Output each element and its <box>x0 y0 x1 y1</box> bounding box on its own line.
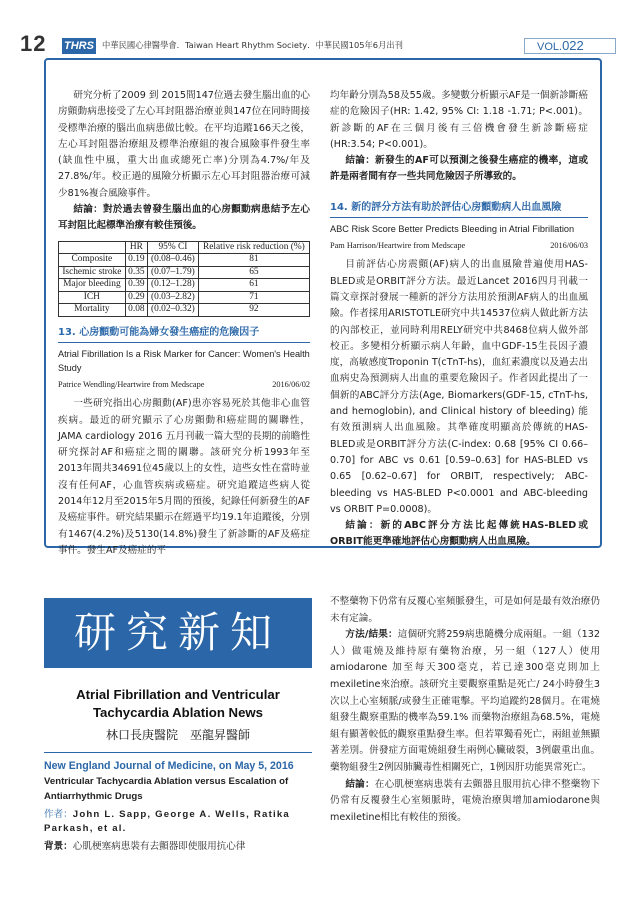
table-header-row <box>59 241 310 254</box>
table-row <box>59 291 310 304</box>
methods-text: 這個研究將259病患隨機分成兩組。一組（132人）做電燒及維持原有藥物治療，另一組（127人）使用amiodarone 加至每天300毫克，若已達300毫克則加上mexiletine來治療。該研究主要觀察重點是死亡/ 24小時發生3次以上心室頻脈/或發生正確電擊。平均追蹤約28個月。在電燒組發生觀察重點的機率為59.1% 而藥物治療組為68.5%，電燒組有顯著較低的觀察重點發生率。但若單獨看死亡，兩組並無顯著差別。併發症方面電燒組發生兩例心臟破裂，3例嚴重出血。藥物組發生2例因肺臟毒性相關死亡，1例因肝功能異常死亡。 <box>330 629 600 773</box>
authors-names: John L. Sapp, George A. Wells, Ratika Parkash, et al. <box>44 808 290 835</box>
section-14-conclusion: 結論：新的ABC評分方法比起傳統HAS-BLED或ORBIT能更準確地評估心房顫動病人出血風險。 <box>330 520 588 548</box>
table-cell: 0.35 <box>125 266 147 279</box>
paper-block <box>44 759 316 855</box>
table-cell: ICH <box>59 291 126 304</box>
table-header: 95% CI <box>148 241 199 254</box>
authors-label: 作者： <box>44 808 73 820</box>
table-row <box>59 279 310 292</box>
paper-authors <box>44 808 316 837</box>
bottom-right-column <box>330 594 600 826</box>
table-header: HR <box>125 241 147 254</box>
table-row <box>59 304 310 317</box>
table-cell: 0.29 <box>125 291 147 304</box>
table-cell: (0.08–0.46) <box>148 254 199 267</box>
table-cell: Mortality <box>59 304 126 317</box>
table-header: Relative risk reduction (%) <box>198 241 309 254</box>
table-cell: Major bleeding <box>59 279 126 292</box>
section-13-source <box>58 377 310 393</box>
page-number: 12 <box>20 31 47 56</box>
section-13-body: 一些研究指出心房顫動(AF)患亦容易死於其他非心血管疾病。最近的研究顯示了心房顫動和癌症間的關聯性，JAMA cardiology 2016 五月刊載一篇大型的長期的前瞻性研究探討AF和癌症之間的關聯。該研究分析1993年至2013年間共34691位45歲以上的女性，這些女性在當時並沒有任何AF，心血管疾病或癌症。研究追蹤這些病人從2014年12月至2015年5月間的預後，紀錄任何新發生的AF及癌症事件。研究結果顯示在經過平均19.1年追蹤後，分別有1467(4.2%)及5130(14.8%)發生了新診斷的AF及癌症事件。發生AF及癌症的平 <box>58 398 310 556</box>
source-author: Pam Harrison/Heartwire from Medscape <box>330 241 466 251</box>
table-cell: (0.03–2.82) <box>148 291 199 304</box>
right-column <box>330 88 588 551</box>
research-news-banner: 研究新知 <box>44 598 312 668</box>
table-cell: 81 <box>198 254 309 267</box>
table-cell: 0.19 <box>125 254 147 267</box>
volume-badge <box>524 38 616 54</box>
source-author: Patrice Wendling/Heartwire from Medscape <box>58 379 205 389</box>
divider <box>44 752 312 753</box>
table-row <box>59 254 310 267</box>
paper-background <box>44 840 316 854</box>
intro-conclusion: 結論：對於過去曾發生腦出血的心房顫動病患結予左心耳封阻比起標準治療有較佳預後。 <box>58 204 310 232</box>
table-cell: Composite <box>59 254 126 267</box>
page-header <box>0 0 638 56</box>
table-header <box>59 241 126 254</box>
section-14-source <box>330 238 588 254</box>
background-text: 心肌梗塞病患裝有去顫器即使服用抗心律 <box>72 841 246 853</box>
vol-label: VOL. <box>537 41 563 53</box>
section-13-english-title: Atrial Fibrillation Is a Risk Marker for Cancer: Women's Health Study <box>58 348 310 373</box>
source-date: 2016/06/02 <box>272 379 310 389</box>
left-column <box>58 88 310 559</box>
section-13-continued: 均年齡分別為58及55歲。多變數分析顯示AF是一個新診斷癌症的危險因子(HR: 1.42, 95% CI: 1.18 -1.71; P<.001)。新診斷的AF在三個月後有三倍機會發生新診斷癌症(HR:3.54; P<0.001)。 <box>330 90 588 150</box>
background-continued: 不整藥物下仍常有反覆心室頻脈發生，可是如何是最有效治療仍未有定論。 <box>330 596 600 624</box>
methods-label: 方法/結果： <box>345 629 398 641</box>
section-14-title: 14. 新的評分方法有助於評估心房顫動病人出血風險 <box>330 200 588 218</box>
section-14-english-title: ABC Risk Score Better Predicts Bleeding in Atrial Fibrillation <box>330 224 575 235</box>
table-cell: 0.39 <box>125 279 147 292</box>
article-title: Atrial Fibrillation and Ventricular Tachycardia Ablation News <box>76 687 280 720</box>
table-cell: Ischemic stroke <box>59 266 126 279</box>
table-cell: (0.02–0.32) <box>148 304 199 317</box>
conclusion-label: 結論： <box>345 778 375 790</box>
table-cell: 65 <box>198 266 309 279</box>
table-row <box>59 266 310 279</box>
background-label: 背景： <box>44 841 73 853</box>
conclusion-text: 在心肌梗塞病患裝有去顫器且服用抗心律不整藥物下仍常有反覆發生心室頻脈時，電燒治療與增加amiodarone與mexiletine相比有較佳的預後。 <box>330 778 600 823</box>
journal-name: New England Journal of Medicine, on May 5, 2016 <box>44 760 294 772</box>
vol-number: 022 <box>562 38 584 53</box>
thrs-logo: THRS <box>62 38 96 54</box>
table-cell: (0.07–1.79) <box>148 266 199 279</box>
table-cell: 92 <box>198 304 309 317</box>
table-cell: 0.08 <box>125 304 147 317</box>
article-author: 林口長庚醫院 巫龍昇醫師 <box>105 728 250 742</box>
source-date: 2016/06/03 <box>550 241 588 251</box>
paper-title: Ventricular Tachycardia Ablation versus Escalation of Antiarrhythmic Drugs <box>44 776 289 802</box>
table-cell: 71 <box>198 291 309 304</box>
conclusion-paragraph <box>330 777 600 827</box>
section-13-conclusion: 結論：新發生的AF可以預測之後發生癌症的機率，這或許是兩者間有存一些共同危險因子所導致的。 <box>330 155 588 183</box>
table-cell: (0.12–1.28) <box>148 279 199 292</box>
section-14-body: 目前評估心房震顫(AF)病人的出血風險普遍使用HAS-BLED或是ORBIT評分方法。最近Lancet 2016四月刊載一篇文章探討發展一種新的評分方法用於預測AF病人的出血風險。作者採用ARISTOTLE研究中共14537位病人做此新方法的內部校正，並同時利用RELY研究中共8468位病人做外部校正。多變相分析顯示病人年齡，血中GDF-15生長因子濃度，高敏感度Troponin T(cTnT-hs)，血紅素濃度以及過去出血病史為預測病人出血的重要危險因子。作者因此提出了一個新的ABC評分方法(Age, Biomarkers(GDF-15, cTnT-hs, and hemoglobin), and Clinical history of bleeding) 能有效預測病人出血風險。其準確度明顯高於傳統的HAS-BLED或是ORBIT評分方法(C-index: 0.68 [95% CI 0.66–0.70] for ABC vs 0.61 [0.59–0.63] for HAS-BLED vs 0.65 [0.62–0.67] for ORBIT, respectively; ABC-bleeding vs HAS-BLED P<0.0001 and ABC-bleeding vs ORBIT P=0.0008)。 <box>330 259 588 515</box>
table-cell: 61 <box>198 279 309 292</box>
risk-table <box>58 241 310 317</box>
intro-text: 研究分析了2009 到 2015間147位過去發生腦出血的心房顫動病患接受了左心耳封阻器治療並與147位在同時間接受標準治療的腦出血病患做比較。在平均追蹤166天之後，左心耳封阻器治療組及標準治療組的複合風險事件發生率(缺血性中風，重大出血或總死亡率)分別為4.7%/年及27.8%/年。校正過的風險分析顯示左心耳封阻器治療可減少81%複合風險事件。 <box>58 90 310 199</box>
section-13-title: 13. 心房顫動可能為婦女發生癌症的危險因子 <box>58 325 310 343</box>
society-header: 中華民國心律醫學會．Taiwan Heart Rhythm Society．中華民國105年6月出刊 <box>102 40 403 50</box>
methods-paragraph <box>330 627 600 776</box>
